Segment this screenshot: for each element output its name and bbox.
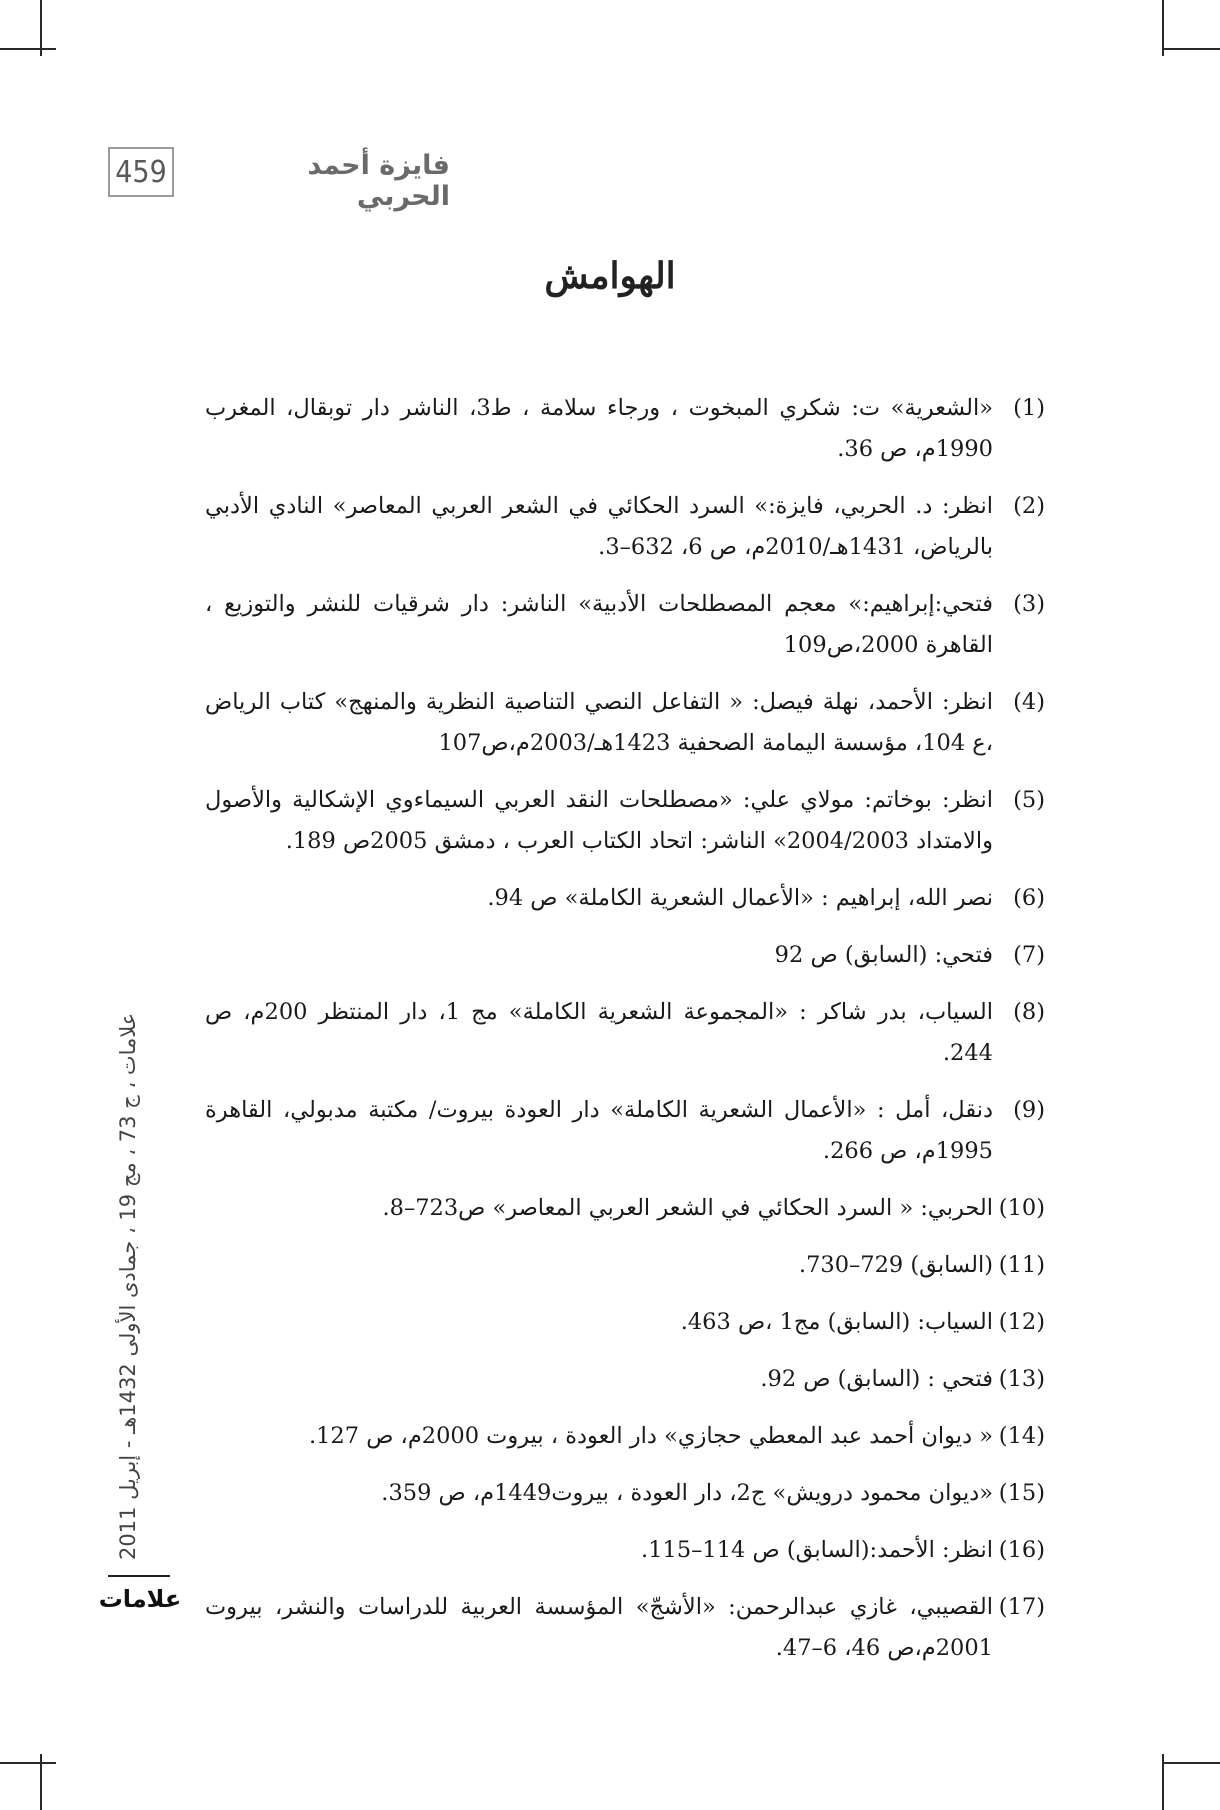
footnote-item (205, 992, 1045, 1074)
footnote-number: (16) (998, 1537, 1045, 1563)
footnote-text: فتحي:إبراهيم:» معجم المصطلحات الأدبية» الناشر: دار شرقيات للنشر والتوزيع ، القاهرة 2000،ص109 (205, 591, 993, 658)
footnote-number: (4) (1013, 689, 1045, 715)
footnote-text: « ديوان أحمد عبد المعطي حجازي» دار العودة ، بيروت 2000م، ص 127. (308, 1423, 993, 1449)
footnote-number: (5) (1013, 787, 1045, 813)
footnote-item (205, 1473, 1045, 1514)
footnote-item (205, 1530, 1045, 1571)
footnote-number: (12) (998, 1309, 1045, 1335)
footnote-text: (السابق) 729–730. (798, 1252, 993, 1278)
footnote-item (205, 1587, 1045, 1669)
crop-mark-top-right-h (1164, 48, 1220, 50)
footnote-text: نصر الله، إبراهيم : «الأعمال الشعرية الكاملة» ص 94. (487, 885, 993, 911)
footnote-item (205, 1302, 1045, 1343)
footnote-text: انظر: بوخاتم: مولاي علي: «مصطلحات النقد العربي السيماءوي الإشكالية والأصول والامتداد 2004/2003» الناشر: اتحاد الكتاب العرب ، دمشق 2005ص 189. (205, 787, 993, 854)
footnote-number: (6) (1013, 885, 1045, 911)
footnote-number: (14) (998, 1423, 1045, 1449)
footnote-item (205, 682, 1045, 764)
footnote-item (205, 1359, 1045, 1400)
footnote-item (205, 1188, 1045, 1229)
footnote-item (205, 780, 1045, 862)
footnote-item (205, 584, 1045, 666)
footnote-text: السياب، بدر شاكر : «المجموعة الشعرية الكاملة» مج 1، دار المنتظر 200م، ص 244. (205, 999, 993, 1066)
footnote-item (205, 486, 1045, 568)
footnotes-list (205, 388, 1045, 1685)
footnote-item (205, 935, 1045, 976)
footnote-text: انظر: الأحمد:(السابق) ص 114–115. (641, 1537, 993, 1563)
footnote-text: انظر: الأحمد، نهلة فيصل: « التفاعل النصي التناصية النظرية والمنهج» كتاب الرياض ،ع 104، مؤسسة اليمامة الصحفية 1423هـ/2003م،ص107 (205, 689, 993, 756)
footnote-text: «الشعرية» ت: شكري المبخوت ، ورجاء سلامة ، ط3، الناشر دار توبقال، المغرب 1990م، ص 36. (205, 395, 993, 462)
footnote-number: (9) (1013, 1097, 1045, 1123)
footnote-text: فتحي : (السابق) ص 92. (760, 1366, 993, 1392)
footnote-text: انظر: د. الحربي، فايزة:» السرد الحكائي في الشعر العربي المعاصر» النادي الأدبي بالرياض، 1431هـ/2010م، ص 6، 632–3. (205, 493, 993, 560)
footnote-item (205, 1416, 1045, 1457)
footnote-number: (3) (1013, 591, 1045, 617)
footnote-text: دنقل، أمل : «الأعمال الشعرية الكاملة» دار العودة بيروت/ مكتبة مدبولي، القاهرة 1995م، ص 266. (205, 1097, 993, 1164)
footnote-text: السياب: (السابق) مج1 ،ص 463. (680, 1309, 993, 1335)
footnote-number: (17) (998, 1594, 1045, 1620)
footnote-item (205, 878, 1045, 919)
footnote-number: (1) (1013, 395, 1045, 421)
journal-logo: علامات (98, 1585, 182, 1613)
running-head-author: فايزة أحمد الحربي (307, 150, 450, 212)
footnote-text: الحربي: « السرد الحكائي في الشعر العربي المعاصر» ص723–8. (382, 1195, 993, 1221)
footnote-number: (2) (1013, 493, 1045, 519)
footnote-number: (10) (998, 1195, 1045, 1221)
footnote-number: (8) (1013, 999, 1045, 1025)
footnote-text: القصيبي، غازي عبدالرحمن: «الأشجّ» المؤسسة العربية للدراسات والنشر، بيروت 2001م،ص 46، 6–47. (205, 1594, 993, 1661)
footnote-number: (7) (1013, 942, 1045, 968)
footnote-item (205, 388, 1045, 470)
footnote-item (205, 1090, 1045, 1172)
section-title: الهوامش (544, 255, 676, 297)
journal-issue-citation: علامات ، ج 73 ، مج 19 ، جمادى الأولى 1432هـ - إبريل 2011 (116, 1012, 140, 1560)
footnote-number: (13) (998, 1366, 1045, 1392)
crop-mark-top-left-h (0, 48, 56, 50)
crop-mark-bottom-left-h (0, 1762, 56, 1764)
footnote-text: «ديوان محمود درويش» ج2، دار العودة ، بيروت1449م، ص 359. (381, 1480, 993, 1506)
footnote-number: (15) (998, 1480, 1045, 1506)
footnote-text: فتحي: (السابق) ص 92 (774, 942, 993, 968)
divider (108, 1575, 170, 1577)
footnote-item (205, 1245, 1045, 1286)
crop-mark-bottom-right-h (1164, 1762, 1220, 1764)
page-number: 459 (108, 147, 174, 197)
footnote-number: (11) (998, 1252, 1045, 1278)
